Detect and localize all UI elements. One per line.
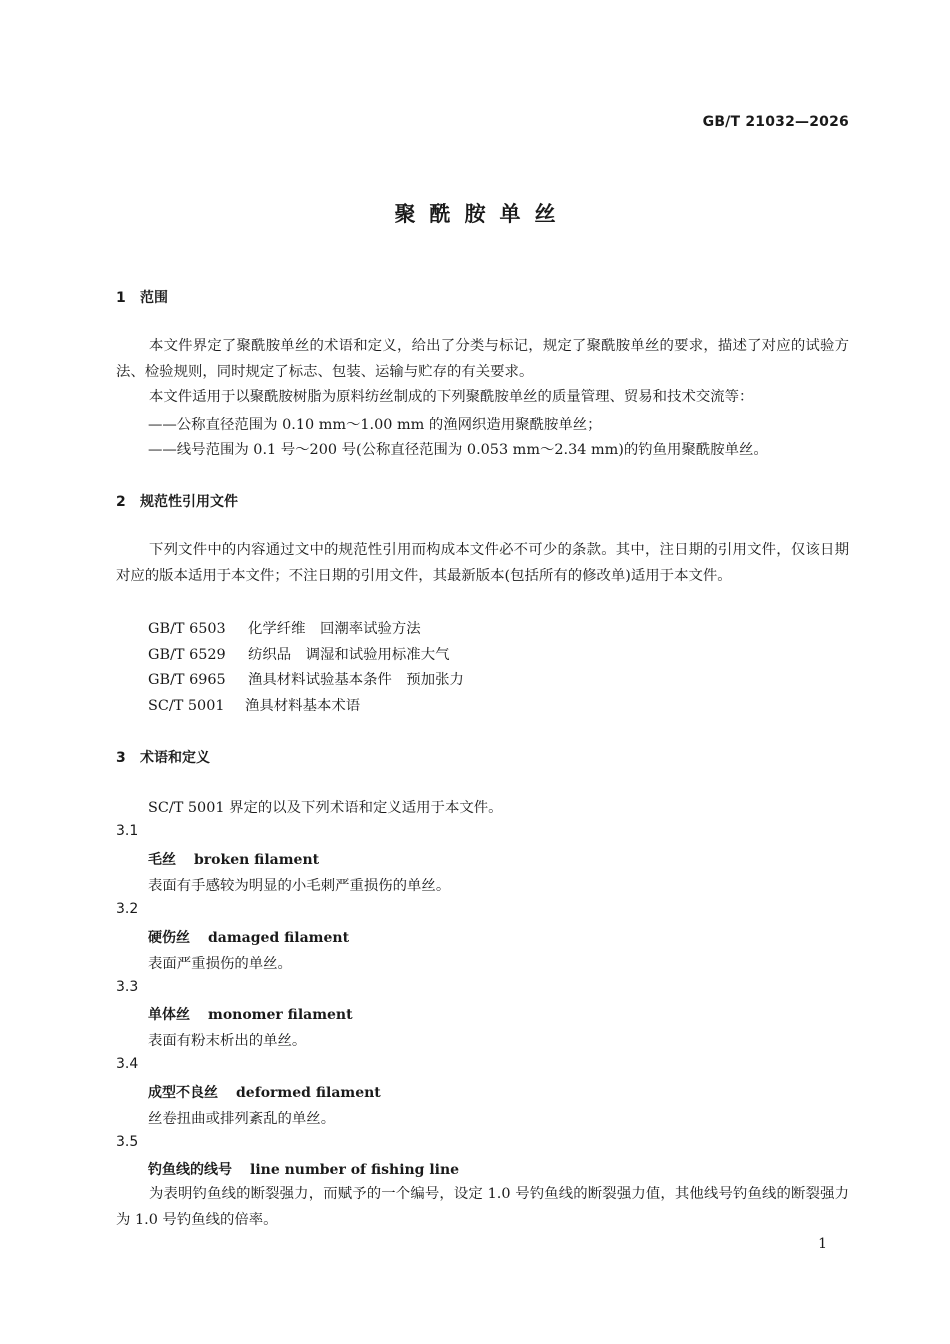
- clause-number: 3.2: [116, 901, 139, 917]
- term-chinese: 硬伤丝: [148, 930, 190, 946]
- reference-title: 化学纤维 回潮率试验方法: [248, 621, 421, 637]
- term-definition: 为表明钓鱼线的断裂强力，而赋予的一个编号，设定 1.0 号钓鱼线的断裂强力值，其他线号钓鱼线的断裂强力为 1.0 号钓鱼线的倍率。: [116, 1186, 849, 1228]
- standard-number: GB/T 21032—2026: [702, 114, 849, 130]
- term-chinese: 毛丝: [148, 852, 176, 868]
- term-definition: 丝卷扭曲或排列紊乱的单丝。: [148, 1111, 336, 1127]
- section-2-heading: [116, 491, 238, 511]
- clause-number: 3.4: [116, 1056, 139, 1072]
- term-chinese: 单体丝: [148, 1007, 190, 1023]
- terms-intro: SC/T 5001 界定的以及下列术语和定义适用于本文件。: [148, 800, 503, 816]
- reference-item: [148, 668, 464, 689]
- clause-number: 3.3: [116, 979, 139, 995]
- reference-item: [148, 617, 421, 638]
- term-chinese: 成型不良丝: [148, 1085, 218, 1101]
- term-english: damaged filament: [208, 930, 350, 946]
- normative-paragraph: 下列文件中的内容通过文中的规范性引用而构成本文件必不可少的条款。其中，注日期的引用文件，仅该日期对应的版本适用于本文件；不注日期的引用文件，其最新版本(包括所有的修改单)适用于本文件。: [116, 542, 849, 584]
- term-entry: [148, 1082, 381, 1102]
- term-entry: [148, 1159, 459, 1179]
- clause-number: 3.1: [116, 823, 139, 839]
- term-english: deformed filament: [236, 1085, 381, 1101]
- reference-code: GB/T 6965: [148, 672, 226, 688]
- term-entry: [148, 1004, 353, 1024]
- section-1-heading: [116, 287, 168, 307]
- term-english: broken filament: [194, 852, 320, 868]
- reference-title: 纺织品 调湿和试验用标准大气: [248, 647, 450, 663]
- section-3-heading: [116, 747, 210, 767]
- section-number: 3: [116, 750, 126, 766]
- reference-title: 渔具材料试验基本条件 预加张力: [248, 672, 464, 688]
- scope-item-2: ——线号范围为 0.1 号～200 号(公称直径范围为 0.053 mm～2.34 mm)的钓鱼用聚酰胺单丝。: [148, 442, 768, 458]
- term-entry: [148, 927, 349, 947]
- section-title: 术语和定义: [140, 750, 210, 766]
- scope-paragraph-1: 本文件界定了聚酰胺单丝的术语和定义，给出了分类与标记，规定了聚酰胺单丝的要求，描述了对应的试验方法、检验规则，同时规定了标志、包装、运输与贮存的有关要求。: [116, 338, 849, 380]
- term-definition: 表面有手感较为明显的小毛刺严重损伤的单丝。: [148, 878, 451, 894]
- reference-code: GB/T 6503: [148, 621, 226, 637]
- reference-item: [148, 643, 449, 664]
- term-definition: 表面严重损伤的单丝。: [148, 956, 292, 972]
- section-number: 2: [116, 494, 126, 510]
- reference-title: 渔具材料基本术语: [245, 698, 361, 714]
- term-english: monomer filament: [208, 1007, 353, 1023]
- scope-paragraph-2: 本文件适用于以聚酰胺树脂为原料纺丝制成的下列聚酰胺单丝的质量管理、贸易和技术交流等：: [149, 389, 754, 405]
- section-title: 规范性引用文件: [140, 494, 238, 510]
- reference-item: [148, 694, 360, 715]
- term-entry: [148, 849, 319, 869]
- term-definition: 表面有粉末析出的单丝。: [148, 1033, 307, 1049]
- reference-code: SC/T 5001: [148, 698, 225, 714]
- document-title: 聚酰胺单丝: [394, 202, 570, 226]
- section-title: 范围: [140, 290, 168, 306]
- reference-code: GB/T 6529: [148, 647, 226, 663]
- clause-number: 3.5: [116, 1134, 139, 1150]
- term-chinese: 钓鱼线的线号: [148, 1162, 232, 1178]
- section-number: 1: [116, 290, 126, 306]
- scope-item-1: ——公称直径范围为 0.10 mm～1.00 mm 的渔网织造用聚酰胺单丝；: [148, 417, 602, 433]
- page-number: 1: [818, 1236, 827, 1252]
- term-english: line number of fishing line: [250, 1162, 460, 1178]
